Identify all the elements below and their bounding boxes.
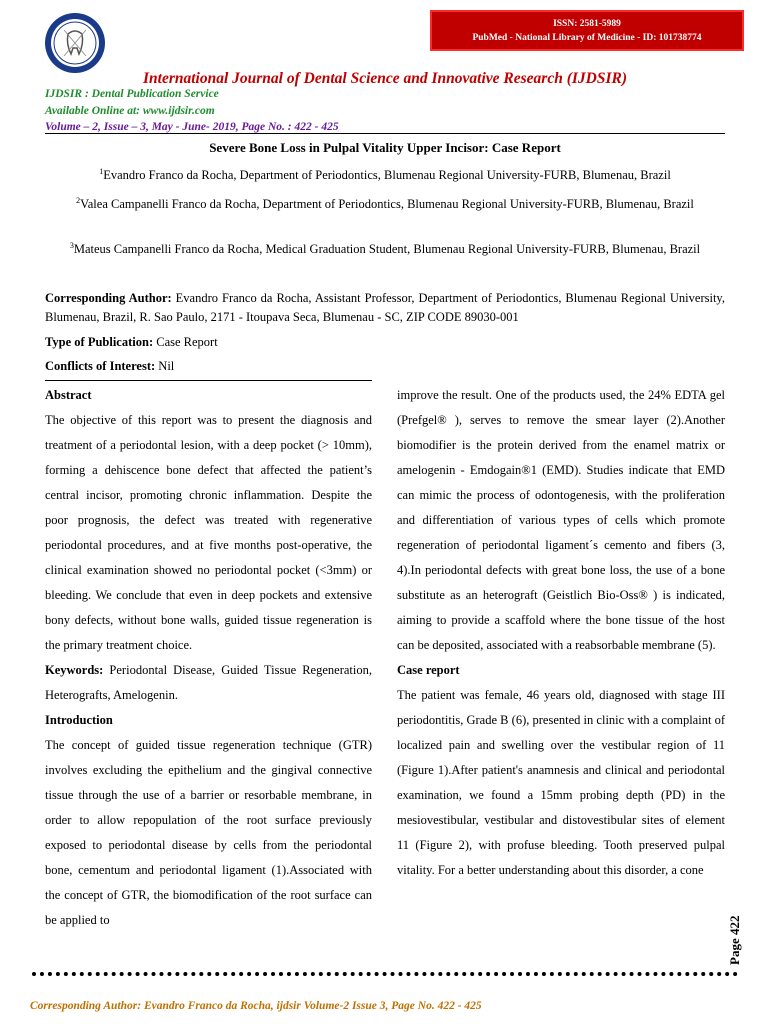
page-number-text: Page 422 xyxy=(727,915,742,965)
affiliation-2 xyxy=(45,191,725,214)
affiliation-sup: 3 xyxy=(69,241,74,250)
journal-abbrev: IJDSIR : Dental Publication Service xyxy=(45,88,219,100)
case-report-heading: Case report xyxy=(397,663,460,677)
conflicts-of-interest xyxy=(45,357,725,376)
affiliation-text: Evandro Franco da Rocha, Department of Periodontics, Blumenau Regional University-FURB, Blumenau, Brazil xyxy=(103,168,671,183)
conflicts-text: Nil xyxy=(155,359,175,373)
journal-online xyxy=(45,105,215,117)
corresponding-text: Evandro Franco da Rocha, Assistant Professor, Department of Periodontics, Blumenau Regional University, Blumenau, Brazil, R. Sao Paulo, 2171 - Itoupava Seca, Blumenau - SC, ZIP CODE 89030-001 xyxy=(45,291,725,324)
keywords-text: Periodontal Disease, Guided Tissue Regeneration, Heterografts, Amelogenin. xyxy=(45,663,372,702)
right-column-text: improve the result. One of the products used, the 24% EDTA gel (Prefgel® ), serves to remove the smear layer (2).Another biomodifier is the protein derived from the enamel matrix or amelogenin - Emdogain®1 (EMD). Studies indicate that EMD can mimic the process of odontogenesis, with the proliferation and differentiation of various types of cells which promote regeneration of periodontal ligament´s cemento and fibers (3, 4).In periodontal defects with great bone loss, the use of a bone substitute as an heterograft (Geistlich Bio-Oss® ) is indicated, aiming to provide a scaffold where the bone tissue of the host can be deposited, associated with a reabsorbable membrane (5). xyxy=(397,388,725,652)
affiliation-text: Valea Campanelli Franco da Rocha, Department of Periodontics, Blumenau Regional University-FURB, Blumenau, Brazil xyxy=(80,197,694,212)
header-divider xyxy=(45,133,725,134)
corresponding-label: Corresponding Author: xyxy=(45,291,172,305)
right-column xyxy=(397,383,725,883)
paper-title: Severe Bone Loss in Pulpal Vitality Upper Incisor: Case Report xyxy=(209,140,561,155)
introduction-text: The concept of guided tissue regeneration technique (GTR) involves excluding the epithelium and the gingival connective tissue through the use of a barrier or resorbable membrane, in order to allow repopulation of the root surface previously exposed to periodontal disease by cells from the periodontal bone, cementum and periodontal ligament (1).Associated with the concept of GTR, the biomodification of the root surface can be applied to xyxy=(45,738,372,927)
affiliation-sup: 2 xyxy=(76,196,81,205)
conflicts-label: Conflicts of Interest: xyxy=(45,359,156,373)
abstract-heading: Abstract xyxy=(45,388,92,402)
keywords xyxy=(45,658,372,708)
affiliation-sup: 1 xyxy=(99,167,104,176)
page-number xyxy=(727,905,743,965)
introduction-heading: Introduction xyxy=(45,713,113,727)
journal-title: International Journal of Dental Science and Innovative Research (IJDSIR) xyxy=(143,70,627,87)
journal-logo xyxy=(44,12,106,74)
type-label: Type of Publication: xyxy=(45,335,154,349)
affiliation-text: Mateus Campanelli Franco da Rocha, Medical Graduation Student, Blumenau Regional University-FURB, Blumenau, Brazil xyxy=(73,242,701,257)
corresponding-author xyxy=(45,289,725,327)
case-report-text: The patient was female, 46 years old, diagnosed with stage III periodontitis, Grade B (6), presented in clinic with a complaint of localized pain and swelling over the vestibular region of 11 (Figure 1).After patient's anamnesis and clinical and periodontal examination, we found a 15mm probing depth (PD) in the mesiovestibular, vestibular and distovestibular sites of element 11 (Figure 2), with profuse bleeding. Tooth preserved pulpal vitality. For a better understanding about this disorder, a cone xyxy=(397,688,725,877)
left-column xyxy=(45,383,372,933)
affiliation-1 xyxy=(45,162,725,185)
pubmed-text: PubMed - National Library of Medicine - ID: 101738774 xyxy=(472,33,702,43)
journal-volume: Volume – 2, Issue – 3, May - June- 2019, Page No. : 422 - 425 xyxy=(45,121,339,133)
abstract-divider xyxy=(45,380,372,381)
issn-text: ISSN: 2581-5989 xyxy=(553,19,621,29)
publication-type xyxy=(45,333,725,352)
keywords-label: Keywords: xyxy=(45,663,104,677)
journal-online-text: Available Online at: www.ijdsir.com xyxy=(45,105,215,117)
issn-box xyxy=(430,10,744,51)
footer-text: Corresponding Author: Evandro Franco da Rocha, ijdsir Volume-2 Issue 3, Page No. 422 - 425 xyxy=(30,1000,482,1012)
affiliation-3 xyxy=(45,236,725,259)
footer-dotted-line xyxy=(32,972,738,976)
abstract-text: The objective of this report was to present the diagnosis and treatment of a periodontal lesion, with a deep pocket (> 10mm), forming a dehiscence bone defect that affected the patient’s central incisor, promoting chronic inflammation. Despite the poor prognosis, the defect was treated with regenerative periodontal procedures, and at five months post-operative, the clinical examination showed no periodontal pocket (<3mm) or bleeding. We conclude that even in deep pockets and extensive bony defects, without bone walls, guided tissue regeneration is the primary treatment choice. xyxy=(45,413,372,652)
type-text: Case Report xyxy=(153,335,218,349)
